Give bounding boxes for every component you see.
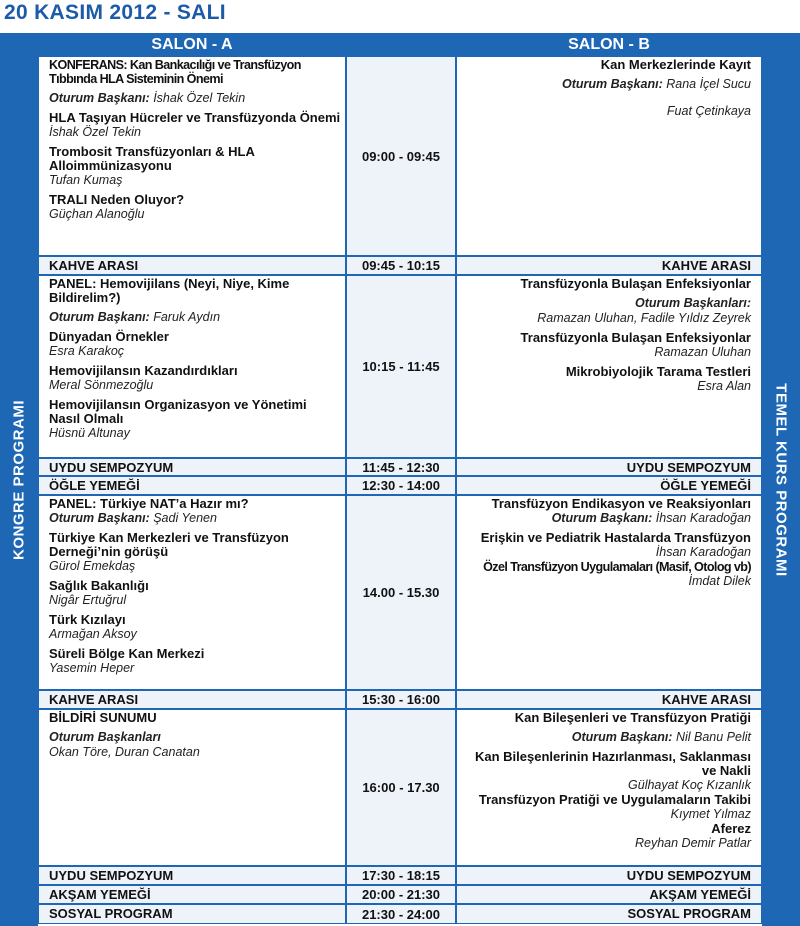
speaker-name: Tufan Kumaş xyxy=(49,173,123,187)
left-side-label: KONGRE PROGRAMI xyxy=(10,399,28,560)
talk-title: Hemovijilansın Organizasyon ve Yönetimi Nasıl Olmalı xyxy=(49,397,307,426)
break-row xyxy=(38,690,762,709)
salon-b-cell xyxy=(456,275,762,458)
salon-b-cell: AKŞAM YEMEĞİ xyxy=(456,885,762,904)
time-cell: 10:15 - 11:45 xyxy=(346,275,456,458)
salon-b-cell: UYDU SEMPOZYUM xyxy=(456,866,762,885)
talk-title: Özel Transfüzyon Uygulamaları (Masif, Otolog vb) xyxy=(483,560,751,574)
talk-title: Hemovijilansın Kazandırdıkları xyxy=(49,363,238,378)
salon-a-cell: KAHVE ARASI xyxy=(38,690,346,709)
speaker-name: Fuat Çetinkaya xyxy=(666,104,751,118)
speaker-name: Esra Alan xyxy=(697,379,751,393)
symposium-row xyxy=(38,458,762,476)
talk-title: TRALI Neden Oluyor? xyxy=(49,192,185,207)
salon-b-cell xyxy=(456,495,762,690)
speaker-name: Nigâr Ertuğrul xyxy=(49,593,127,607)
symposium-row xyxy=(38,866,762,885)
session-row xyxy=(38,56,762,256)
chair-label: Oturum Başkanı: xyxy=(562,77,663,91)
talk-title: Sağlık Bakanlığı xyxy=(49,578,149,593)
speaker-name: Meral Sönmezoğlu xyxy=(49,378,154,392)
salon-a-cell xyxy=(38,709,346,866)
break-row xyxy=(38,256,762,275)
talk-title: Transfüzyonla Bulaşan Enfeksiyonlar xyxy=(520,330,751,345)
talk-title: Erişkin ve Pediatrik Hastalarda Transfüzyon xyxy=(480,530,751,545)
chair-name: Rana İçel Sucu xyxy=(666,77,751,91)
speaker-name: İmdat Dilek xyxy=(688,574,751,588)
talk-title: Trombosit Transfüzyonları & HLA Alloimmünizasyonu xyxy=(49,144,255,173)
right-side-label: TEMEL KURS PROGRAMI xyxy=(772,382,790,577)
speaker-name: İshak Özel Tekin xyxy=(49,125,141,139)
salon-b-cell xyxy=(456,56,762,256)
speaker-name: Güçhan Alanoğlu xyxy=(49,207,145,221)
salon-b-cell: ÖĞLE YEMEĞİ xyxy=(456,476,762,495)
session-title: PANEL: Türkiye NAT’a Hazır mı? xyxy=(49,496,249,511)
time-cell: 09:00 - 09:45 xyxy=(346,56,456,256)
salon-a-cell: SOSYAL PROGRAM xyxy=(38,904,346,924)
chair-label: Oturum Başkanı: xyxy=(49,511,150,525)
salon-a-cell: ÖĞLE YEMEĞİ xyxy=(38,476,346,495)
header-time xyxy=(346,33,456,56)
salon-a-cell xyxy=(38,495,346,690)
talk-title: Dünyadan Örnekler xyxy=(49,329,169,344)
left-side-bar xyxy=(0,33,38,926)
salon-a-cell: UYDU SEMPOZYUM xyxy=(38,866,346,885)
speaker-name: Ramazan Uluhan xyxy=(654,345,751,359)
chair-name: İhsan Karadoğan xyxy=(655,511,751,525)
talk-title: Türk Kızılayı xyxy=(49,612,126,627)
time-cell: 11:45 - 12:30 xyxy=(346,458,456,476)
chair-label: Oturum Başkanı: xyxy=(571,730,673,744)
chair-label: Oturum Başkanı: xyxy=(49,91,150,105)
talk-title: Süreli Bölge Kan Merkezi xyxy=(49,646,205,661)
speaker-name: Esra Karakoç xyxy=(49,344,125,358)
speaker-name: Gürol Emekdaş xyxy=(49,559,136,573)
talk-title: Transfüzyon Pratiği ve Uygulamaların Takibi xyxy=(478,792,751,807)
speaker-name: İhsan Karadoğan xyxy=(655,545,751,559)
time-cell: 15:30 - 16:00 xyxy=(346,690,456,709)
speaker-name: Armağan Aksoy xyxy=(49,627,137,641)
session-title: BİLDİRİ SUNUMU xyxy=(49,710,157,725)
talk-title: Kan Bileşenlerinin Hazırlanması, Saklanması ve Nakli xyxy=(474,749,751,778)
salon-a-cell: KAHVE ARASI xyxy=(38,256,346,275)
salon-b-cell: KAHVE ARASI xyxy=(456,690,762,709)
speaker-name: Kıymet Yılmaz xyxy=(670,807,751,821)
session-row xyxy=(38,275,762,458)
salon-b-cell: KAHVE ARASI xyxy=(456,256,762,275)
speaker-name: Reyhan Demir Patlar xyxy=(634,836,751,850)
right-side-bar xyxy=(762,33,800,926)
time-cell: 14.00 - 15.30 xyxy=(346,495,456,690)
time-cell: 21:30 - 24:00 xyxy=(346,904,456,924)
lunch-row xyxy=(38,476,762,495)
talk-title: Mikrobiyolojik Tarama Testleri xyxy=(565,364,751,379)
chair-label: Oturum Başkanları: xyxy=(634,296,751,310)
session-title: Transfüzyon Endikasyon ve Reaksiyonları xyxy=(491,496,751,511)
talk-title: HLA Taşıyan Hücreler ve Transfüzyonda Önemi xyxy=(49,110,341,125)
time-cell: 20:00 - 21:30 xyxy=(346,885,456,904)
chair-name: Nil Banu Pelit xyxy=(675,730,751,744)
header-salon-b: SALON - B xyxy=(456,33,762,56)
session-title: Kan Bileşenleri ve Transfüzyon Pratiği xyxy=(514,710,751,725)
time-cell: 17:30 - 18:15 xyxy=(346,866,456,885)
chair-label: Oturum Başkanı: xyxy=(551,511,653,525)
salon-a-cell xyxy=(38,275,346,458)
time-cell: 16:00 - 17.30 xyxy=(346,709,456,866)
salon-a-cell xyxy=(38,56,346,256)
speaker-name: Yasemin Heper xyxy=(49,661,135,675)
chair-name: Okan Töre, Duran Canatan xyxy=(49,745,200,759)
speaker-name: Gülhayat Koç Kızanlık xyxy=(628,778,751,792)
session-row xyxy=(38,495,762,690)
chair-label: Oturum Başkanları xyxy=(49,730,161,744)
session-title: Kan Merkezlerinde Kayıt xyxy=(600,57,751,72)
session-title: Transfüzyonla Bulaşan Enfeksiyonlar xyxy=(520,276,751,291)
time-cell: 12:30 - 14:00 xyxy=(346,476,456,495)
header-salon-a: SALON - A xyxy=(38,33,346,56)
session-row xyxy=(38,709,762,866)
salon-a-cell: UYDU SEMPOZYUM xyxy=(38,458,346,476)
talk-title: Türkiye Kan Merkezleri ve Transfüzyon Derneği’nin görüşü xyxy=(49,530,289,559)
session-title: PANEL: Hemovijilans (Neyi, Niye, Kime Bildirelim?) xyxy=(49,276,290,305)
salon-a-cell: AKŞAM YEMEĞİ xyxy=(38,885,346,904)
salon-b-cell xyxy=(456,709,762,866)
chair-name: Şadi Yenen xyxy=(153,511,217,525)
salon-b-cell: UYDU SEMPOZYUM xyxy=(456,458,762,476)
chair-name: Faruk Aydın xyxy=(153,310,221,324)
session-title: KONFERANS: Kan Bankacılığı ve Transfüzyon Tıbbında HLA Sisteminin Önemi xyxy=(49,58,301,86)
speaker-name: Hüsnü Altunay xyxy=(49,426,130,440)
chair-label: Oturum Başkanı: xyxy=(49,310,150,324)
date-title: 20 KASIM 2012 - SALI xyxy=(4,1,226,24)
dinner-row xyxy=(38,885,762,904)
chair-name: Ramazan Uluhan, Fadile Yıldız Zeyrek xyxy=(537,311,751,325)
talk-title: Aferez xyxy=(711,821,751,836)
salon-b-cell: SOSYAL PROGRAM xyxy=(456,904,762,924)
chair-name: İshak Özel Tekin xyxy=(153,91,246,105)
social-row xyxy=(38,904,762,924)
time-cell: 09:45 - 10:15 xyxy=(346,256,456,275)
